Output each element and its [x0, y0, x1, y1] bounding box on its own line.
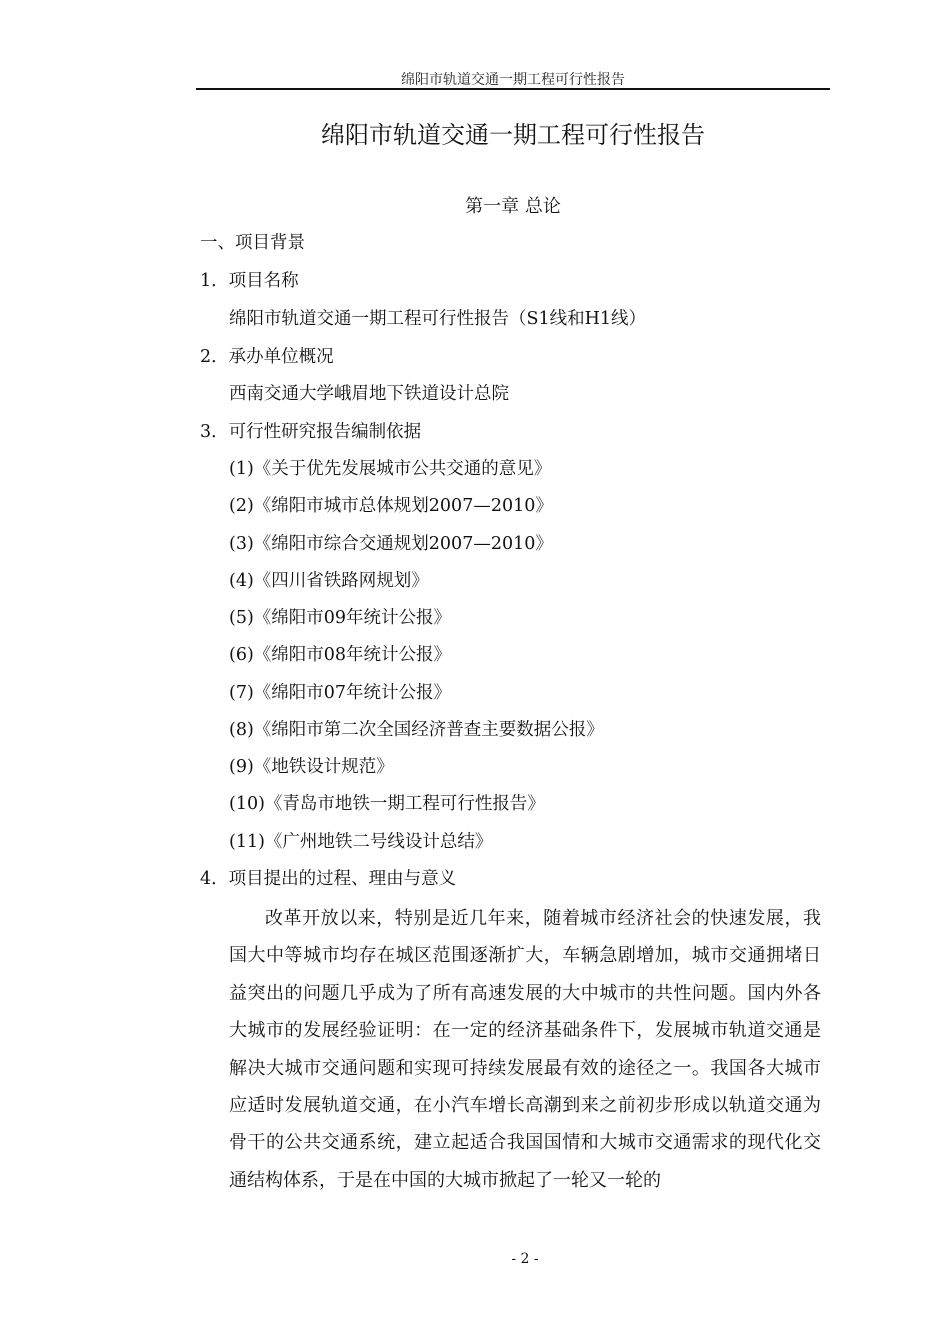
- item3-heading: 3．可行性研究报告编制依据: [200, 422, 422, 442]
- reference-item: (1)《关于优先发展城市公共交通的意见》: [229, 459, 552, 479]
- reference-item: (10)《青岛市地铁一期工程可行性报告》: [229, 794, 545, 814]
- document-title: 绵阳市轨道交通一期工程可行性报告: [321, 121, 705, 149]
- reference-item: (2)《绵阳市城市总体规划2007—2010》: [229, 496, 553, 516]
- reference-item: (11)《广州地铁二号线设计总结》: [229, 832, 493, 852]
- item1-heading: 1．项目名称: [200, 271, 299, 291]
- item1-content: 绵阳市轨道交通一期工程可行性报告（S1线和H1线）: [229, 309, 647, 329]
- body-paragraph: 改革开放以来，特别是近几年来，随着城市经济社会的快速发展，我国大中等城市均存在城区范围逐渐扩大，车辆急剧增加，城市交通拥堵日益突出的问题几乎成为了所有高速发展的大中城市的共性问题。国内外各大城市的发展经验证明：在一定的经济基础条件下，发展城市轨道交通是解决大城市交通问题和实现可持续发展最有效的途径之一。我国各大城市应适时发展轨道交通，在小汽车增长高潮到来之前初步形成以轨道交通为骨干的公共交通系统，建立起适合我国国情和大城市交通需求的现代化交通结构体系，于是在中国的大城市掀起了一轮又一轮的: [229, 908, 821, 1191]
- reference-item: (4)《四川省铁路网规划》: [229, 571, 429, 591]
- item4-heading: 4．项目提出的过程、理由与意义: [200, 869, 457, 889]
- item2-content: 西南交通大学峨眉地下铁道设计总院: [229, 384, 509, 404]
- reference-item: (7)《绵阳市07年统计公报》: [229, 683, 452, 703]
- header-rule: [196, 88, 830, 90]
- item2-heading: 2．承办单位概况: [200, 347, 334, 367]
- page-number: - 2 -: [511, 1251, 539, 1267]
- reference-item: (6)《绵阳市08年统计公报》: [229, 645, 452, 665]
- section-heading-project-background: 一、项目背景: [200, 233, 305, 253]
- reference-item: (9)《地铁设计规范》: [229, 757, 394, 777]
- running-header: 绵阳市轨道交通一期工程可行性报告: [401, 72, 625, 88]
- reference-item: (5)《绵阳市09年统计公报》: [229, 608, 452, 628]
- reference-item: (3)《绵阳市综合交通规划2007—2010》: [229, 534, 553, 554]
- chapter-title: 第一章 总论: [465, 196, 561, 217]
- reference-item: (8)《绵阳市第二次全国经济普查主要数据公报》: [229, 720, 604, 740]
